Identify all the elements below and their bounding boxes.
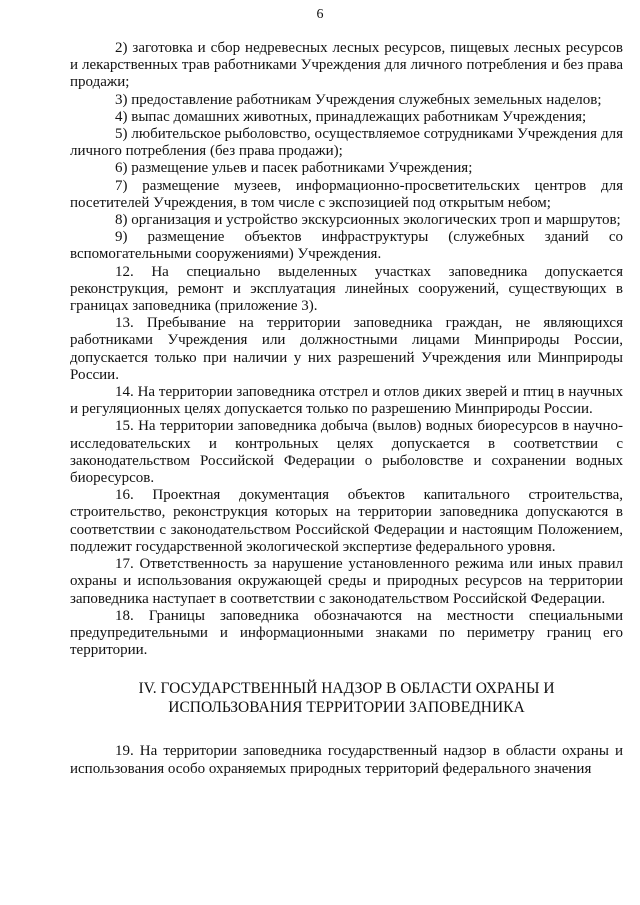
list-item-6: 6) размещение ульев и пасек работниками Учреждения; bbox=[115, 160, 473, 177]
clause-13: 13. Пребывание на территории заповедника граждан, не являющихся работниками Учреждения или должностными лицами Минприроды России, допускается только при наличии у них разрешений Учреждения или Минприроды России. bbox=[70, 315, 623, 383]
list-item-3: 3) предоставление работникам Учреждения служебных земельных наделов; bbox=[115, 91, 602, 108]
clause-15: 15. На территории заповедника добыча (вылов) водных биоресурсов в научно-исследовательских и контрольных целях допускается в соответствии с законодательством Российской Федерации о рыболовстве и сохранении водных биоресурсов. bbox=[70, 418, 623, 487]
section-heading-line-2: ИСПОЛЬЗОВАНИЯ ТЕРРИТОРИИ ЗАПОВЕДНИКА bbox=[168, 699, 525, 717]
section-heading-line-1: IV. ГОСУДАРСТВЕННЫЙ НАДЗОР В ОБЛАСТИ ОХРАНЫ И bbox=[138, 680, 555, 698]
list-item-4: 4) выпас домашних животных, принадлежащих работникам Учреждения; bbox=[115, 108, 587, 125]
section-heading bbox=[70, 679, 623, 717]
clause-12: 12. На специально выделенных участках заповедника допускается реконструкция, ремонт и эксплуатация линейных сооружений, существующих в границах заповедника (приложение 3). bbox=[70, 263, 623, 315]
list-item-2: 2) заготовка и сбор недревесных лесных ресурсов, пищевых лесных ресурсов и лекарственных трав работниками Учреждения для личного потребления и без права продажи; bbox=[70, 40, 623, 91]
clause-14: 14. На территории заповедника отстрел и отлов диких зверей и птиц в научных и регуляционных целях допускается только по разрешению Минприроды России. bbox=[70, 384, 623, 418]
list-item-9: 9) размещение объектов инфраструктуры (служебных зданий со вспомогательными сооружениями) Учреждения. bbox=[70, 229, 623, 263]
list-item-8: 8) организация и устройство экскурсионных экологических троп и маршрутов; bbox=[115, 212, 621, 229]
list-item-7: 7) размещение музеев, информационно-просветительских центров для посетителей Учреждения, в том числе с экспозицией под открытым небом; bbox=[70, 177, 623, 211]
clause-18: 18. Границы заповедника обозначаются на местности специальными предупредительными и информационными знаками по периметру границ его территории. bbox=[70, 607, 623, 659]
list-item-5: 5) любительское рыболовство, осуществляемое сотрудниками Учреждения для личного потребления (без права продажи); bbox=[70, 126, 623, 160]
clause-19: 19. На территории заповедника государственный надзор в области охраны и использования особо охраняемых природных территорий федерального значения bbox=[70, 743, 623, 777]
clause-16: 16. Проектная документация объектов капитального строительства, строительство, реконструкция которых на территории заповедника допускаются в соответствии с законодательством Российской Федерации и настоящим Положением, подлежит государственной экологической экспертизе федерального уровня. bbox=[70, 487, 623, 555]
page-number: 6 bbox=[316, 7, 324, 22]
clause-17: 17. Ответственность за нарушение установленного режима или иных правил охраны и использования окружающей среды и природных ресурсов на территории заповедника наступает в соответствии с законодательством Российской Федерации. bbox=[70, 556, 623, 607]
document-body bbox=[70, 40, 623, 778]
